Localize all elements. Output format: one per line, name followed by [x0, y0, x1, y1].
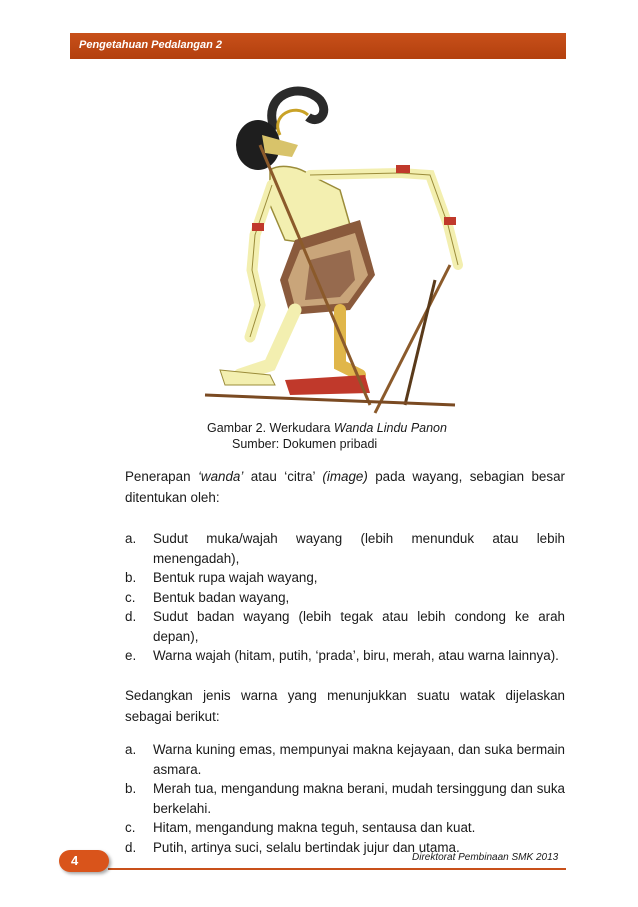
list-item: b. Bentuk rupa wajah wayang,: [125, 570, 318, 585]
footer-divider: [108, 868, 566, 870]
color-meaning-list: [125, 740, 565, 857]
wanda-factors-list: [125, 529, 565, 666]
list-item: b. Merah tua, mengandung makna berani, mudah tersinggung dan suka berkelahi.: [125, 781, 565, 816]
list-item: a. Warna kuning emas, mempunyai makna kejayaan, dan suka bermain asmara.: [125, 742, 565, 777]
paragraph-colors: Sedangkan jenis warna yang menunjukkan suatu watak dijelaskan sebagai berikut:: [125, 688, 565, 724]
wayang-figure-image: [200, 75, 470, 415]
page-number: 4: [71, 853, 79, 868]
list-item: d. Putih, artinya suci, selalu bertindak jujur dan utama.: [125, 839, 460, 855]
list-item: c. Hitam, mengandung makna teguh, sentausa dan kuat.: [125, 820, 476, 835]
figure-source: Sumber: Dokumen pribadi: [232, 437, 378, 451]
figure-caption: Gambar 2. Werkudara Wanda Lindu Panon: [207, 421, 447, 435]
footer-text: Direktorat Pembinaan SMK 2013: [412, 852, 559, 863]
list-item: d. Sudut badan wayang (lebih tegak atau lebih condong ke arah depan),: [125, 609, 565, 644]
list-item: e. Warna wajah (hitam, putih, ‘prada’, biru, merah, atau warna lainnya).: [125, 648, 559, 663]
page-number-badge: [59, 850, 109, 872]
list-item: a. Sudut muka/wajah wayang (lebih menunduk atau lebih menengadah),: [125, 531, 565, 566]
paragraph-wanda: Penerapan ‘wanda’ atau ‘citra’ (image) pada wayang, sebagian besar ditentukan oleh:: [125, 469, 565, 505]
header-bar: [70, 33, 566, 59]
list-item: c. Bentuk badan wayang,: [125, 589, 290, 605]
header-title: Pengetahuan Pedalangan 2: [79, 39, 223, 51]
